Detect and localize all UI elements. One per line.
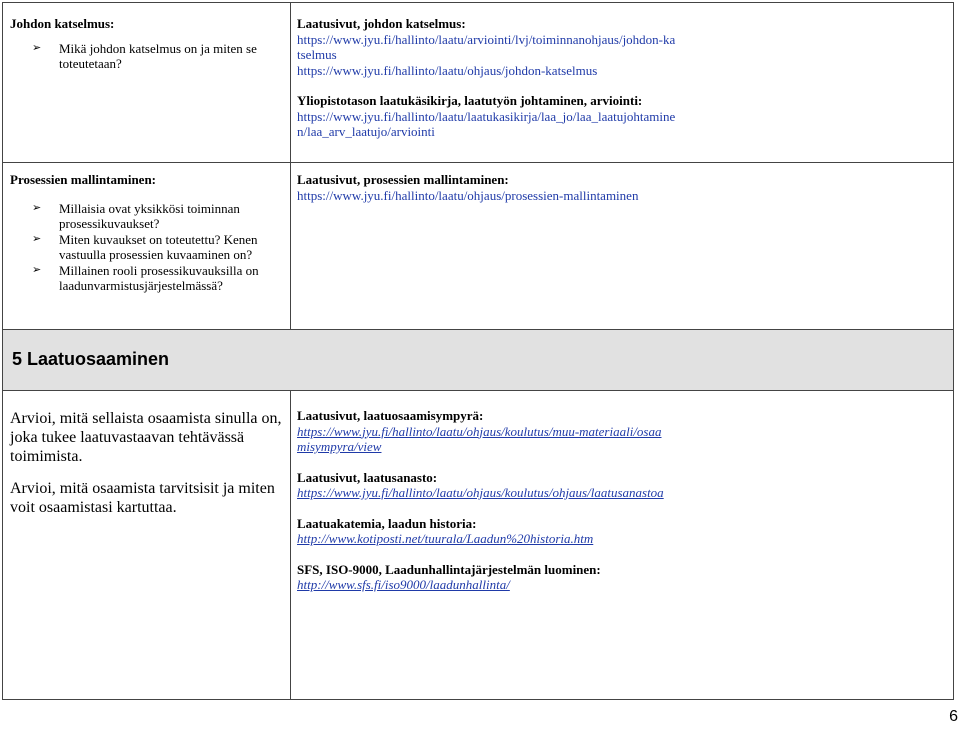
row3-left-cell — [10, 409, 282, 517]
page-number: 6 — [949, 708, 958, 725]
arrow-bullet-icon: ➢ — [32, 232, 42, 245]
section-band — [3, 330, 953, 390]
resource-link[interactable]: http://www.kotiposti.net/tuurala/Laadun%20historia.htm — [297, 531, 594, 546]
question-item: ➢ Millaisia ovat yksikkösi toiminnan prosessikuvaukset? — [32, 200, 240, 231]
row-divider — [3, 162, 953, 163]
question-list — [10, 41, 280, 72]
assessment-prompt: Arvioi, mitä osaamista tarvitsisit ja miten voit osaamistasi kartuttaa. — [10, 480, 275, 516]
resource-link[interactable]: https://www.jyu.fi/hallinto/laatu/ohjaus/koulutus/muu-materiaali/osaamisympyra/view — [297, 423, 662, 454]
row1-right-cell — [297, 16, 677, 140]
row-divider — [3, 390, 953, 391]
johdon-katselmus-title: Johdon katselmus: — [10, 16, 115, 31]
arrow-bullet-icon: ➢ — [32, 201, 42, 214]
resource-title: Laatusivut, johdon katselmus: — [297, 16, 466, 31]
section-heading: 5 Laatuosaaminen — [12, 349, 170, 369]
row2-left-cell — [10, 172, 280, 294]
content-table — [2, 2, 954, 700]
row2-right-cell — [297, 172, 697, 203]
row3-right-cell — [297, 408, 667, 593]
arrow-bullet-icon: ➢ — [32, 41, 42, 54]
question-item: ➢ Miten kuvaukset on toteutettu? Kenen vastuulla prosessien kuvaaminen on? — [32, 231, 258, 262]
resource-title: Laatusivut, laatuosaamisympyrä: — [297, 408, 484, 423]
resource-link[interactable]: https://www.jyu.fi/hallinto/laatu/ohjaus/johdon-katselmus — [297, 62, 598, 78]
resource-link[interactable]: http://www.sfs.fi/iso9000/laadunhallinta/ — [297, 577, 510, 592]
prosessien-mallintaminen-title: Prosessien mallintaminen: — [10, 172, 157, 187]
resource-title: SFS, ISO-9000, Laadunhallintajärjestelmän luominen: — [297, 561, 601, 577]
resource-link[interactable]: https://www.jyu.fi/hallinto/laatu/arviointi/lvj/toiminnanohjaus/johdon-katselmus — [297, 31, 676, 62]
row1-left-cell — [10, 16, 280, 72]
resource-link[interactable]: https://www.jyu.fi/hallinto/laatu/ohjaus/prosessien-mallintaminen — [297, 187, 639, 203]
question-item: ➢ Mikä johdon katselmus on ja miten se toteutetaan? — [32, 40, 257, 71]
resource-link[interactable]: https://www.jyu.fi/hallinto/laatu/ohjaus/koulutus/ohjaus/laatusanastoa — [297, 485, 664, 500]
question-list — [10, 201, 280, 294]
assessment-prompt: Arvioi, mitä sellaista osaamista sinulla on, joka tukee laatuvastaavan tehtävässä toimimista. — [10, 410, 282, 465]
resource-title: Yliopistotason laatukäsikirja, laatutyön johtaminen, arviointi: — [297, 93, 643, 108]
resource-title: Laatusivut, laatusanasto: — [297, 469, 438, 485]
resource-title: Laatuakatemia, laadun historia: — [297, 515, 477, 531]
question-item: ➢ Millainen rooli prosessikuvauksilla on laadunvarmistusjärjestelmässä? — [32, 262, 259, 293]
arrow-bullet-icon: ➢ — [32, 263, 42, 276]
resource-link[interactable]: https://www.jyu.fi/hallinto/laatu/laatukasikirja/laa_jo/laa_laatujohtaminen/laa_arv_laatujo/arviointi — [297, 108, 676, 139]
column-divider — [290, 391, 291, 699]
column-divider — [290, 3, 291, 329]
resource-title: Laatusivut, prosessien mallintaminen: — [297, 172, 509, 187]
